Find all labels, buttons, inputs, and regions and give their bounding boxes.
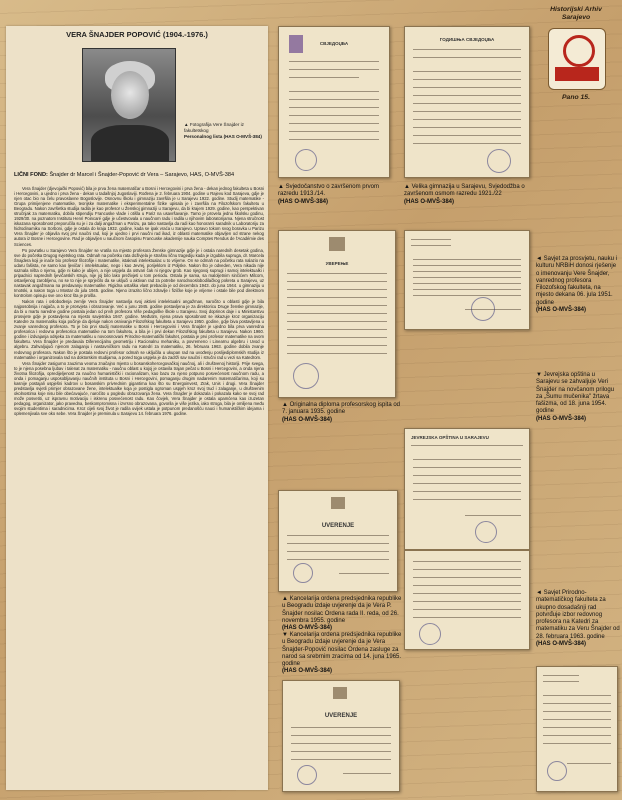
bio-paragraph: Vera Šnajder (djevojački Popović) bila je prva žena matematičar u Bosni i Hercegovini i prva žena - dekan jednog fakulteta u Bosni i Hercegovini, a ujedno i prva žena - dekan u tadašnjoj Jugoslaviji. Rođena je 2. februara 1904. godine u Rajevu kod Sarajeva, gdje je njen otac bio na čelu pravoslavne Bogoslovije. Osnovnu školu i gimnaziju završila je u Sarajevu 1922. godine. Studij matematike - Grupa primijenjene matematike, teorijske matematike i eksperimentalne fizike upisala je i završila na Filozofskom fakultetu u Beogradu. Nakon završetka studija radila je kao profesor u Ženskoj gimnaziji u Sarajevu, da bi krajem 1929. godine, kao perspektivan stručnjak za matematiku, dobila stipendiju Francuske vlade i otišla u Pariz na usavršavanje. Tamo je provela jednu školsku godinu, 1929/30. na poznatom Institutu Henri Poincaré gdje je učestvovala u naučnom radu i radila u njihovim laboratorijama. Njena stručnost iskazana sposobnost preporučila su je i za dalji angažman u Parizu, pa tako nastavlja da radi kao honorarni saradnik u Laboratoriju za hidrodinamiku na Sorboni, gdje je ostala do kraja 1932. godine, kada se ipak vraća u Sarajevo. Upravo tokom svog boravka u Parizu Vera Šnajder je objavila svoj prvi naučni rad, koji je ujedno i prvi naučni rad ikad, iz oblasti matematike objavljen od strane nekog autora iz Bosne i Hercegovine. Rad je objavljen u naučnom časopisu Francuske akademije nauka Comptes Rendus de l'Académie des Sciences. [14,186,264,247]
archive-title [536,6,616,22]
portrait-body [91,125,169,162]
doc6-seal-icon [293,563,313,583]
caption-jewish-community: ▼ Jevrejska opština u Sarajevu se zahvaljuje Veri Šnajder na novčanom prilogu za „Šumu mučenika" žrtava fašizma, od 18. juna 1954. godine (HAS O-MVŠ-384) [536,372,615,422]
portrait-photo [82,48,176,162]
bio-paragraph: Nakon rata i oslobođenja zemlje Vera Šnajder nastavlja svoj aktivni intelektualni angažman, naročito u oblasti gdje je bila najposobnija i najjača, a to je prosvjeta i obrazovanje. Već u junu 1945. godine postavljena je za direktoricu Druge ženske gimnazije, da bi u martu naredne godine postala jedan od prvih profesora Više pedagoške škole u Sarajevu. Svoj doprinos daje i u Ministarstvu prosvjete gdje je postavljena na mjesto savjetnika 1947. godine. Međutim, njena prava sposobnost se iskazuje kroz organizaciju Katedre za matematiku koja počinje da djeluje nakon osnivanja Filozofskog fakulteta u Sarajevu 1950. godine, gdje biva postavljena u zvanje vanrednog profesora. To je bio prvi studij matematike u Bosni i Hercegovini i Vera Šnajder je ujedno bila prva vanredna profesorica i redovna profesorica matematike na tom fakultetu, a bila je i prvi dekan Filozofskog fakulteta u Sarajevu. Nakon 1960. godine i izdvajanja odsjeka za matematiku u novoosnovani Prirodno-matematički fakultet, postala je prvi profesor matematike na ovom fakultetu. Vera Šnajder je predavala Diferencijalnu geometriju i Racionalnu mehaniku, a povremeno i Linearnu algebru i Uvod u algebru. Zahvaljujući njenom zalaganju i nastavničkom radu na Katedri za matematiku, 26. februara 1963. godine dobila zvanje redovnog profesora. Nakon što je postala redovni profesor odmah se uključila u ukupan rad na uvođenju poslijediplomskih studija iz matematike i organizovala rad na doktorskim studijama, a pored toga uspjela je da zadrži sav naučni i stručni rad u vezi sa Katedrom. [14,299,264,360]
archive-logo [548,28,606,90]
caption-full-professor: ◄ Savjet Prirodno- matematičkog fakulteta za ukupno dosadašnji rad potvrđuje izbor redovnog profesora na Katedri za matematiku za Veru Šnajder od 28. februara 1963. godine (HAS O-MVŠ-384) [536,590,620,648]
fond-text: Šnajder dr Marcel i Šnajder-Popović dr Vera – Sarajevo, HAS, O-MVŠ-384 [49,172,235,178]
doc3-seal-icon [471,297,495,321]
caption-dean-appointment: ◄ Savjet za prosvjetu, nauku i kulturu NRBiH donosi rješenje o imenovanju Vere Šnajder, vanrednog profesora Filozofskog fakulteta, na mjesto dekana 06. jula 1951. godine (HAS O-MVŠ-384) [536,256,617,314]
document-order-of-merit [282,680,400,792]
document-jewish-community-letter [404,428,530,650]
caption-diploma: ▲ Originalna diploma profesorskog ispita od 7. januara 1935. godine (HAS O-MVŠ-384) [282,402,400,423]
doc4-header: УВЕРЕЊЕ [325,261,349,266]
logo-ring-icon [563,35,595,67]
caption-first-grade: ▲ Svjedočanstvo o završenom prvom razredu 1913./14. (HAS O-MVŠ-384) [278,184,379,205]
doc5-seal2-icon [419,623,441,645]
document-dean-appointment [404,230,530,330]
doc4-coat-of-arms-icon [329,237,345,251]
archive-title-line1: Historijski Arhiv [550,6,602,13]
doc8-seal-icon [547,761,567,781]
photo-caption-line1: ▲ Fotografija Vere Šnajder iz fakultetskog [184,122,244,133]
document-first-grade-certificate [278,26,390,178]
caption-eighth-grade: ▲ Velika gimnazija u Sarajevu, Svjedodžba o završenom osmom razredu 1921./22 (HAS O-MVŠ-384) [404,184,525,205]
doc1-seal-icon [295,149,317,171]
doc7-header: JEVREJSKA OPŠTINA U SARAJEVU [411,435,489,440]
archive-title-line2: Sarajevo [561,14,591,21]
portrait-face [111,71,149,119]
page-title: VERA ŠNAJDER POPOVIĆ (1904.-1976.) [66,30,208,39]
biography-panel [6,26,268,790]
caption-order-of-merit: ▼ Kancelarija ordena predsjednika republike u Beogradu izdaje uvjerenje da je Vera Šnajder-Popović nosilac Ordena zasluge za narod sa srebrnim zracima od 14. juna 1965. godine (HAS O-MVŠ-384) [282,632,402,675]
doc1-stamp-icon [289,35,303,53]
doc2-header: ГОДИШЊА СВЈЕДОЏБА [439,37,495,42]
doc6-coat-of-arms-icon [331,497,345,509]
doc2-seal-icon [487,149,511,173]
document-order-of-labor [278,490,398,592]
doc5-seal-icon [475,521,497,543]
caption-order-of-labor: ▲ Kancelarija ordena predsjednika republike u Beogradu izdaje uvjerenje da je Vera P. Šnajder nosilac Ordena rada II. reda, od 26. novembra 1955. godine (HAS O-MVŠ-384) [282,596,402,632]
panel-number: Pano 15. [562,94,590,101]
bio-paragraph: Po povratku u Sarajevo Vera Šnajder se vratila na mjesto profesora Ženske gimnazije gdje je i ostala narednih desetak godina, sve do početka Drugog svjetskog rata. Odmah na početku rata doživjela je strašnu ličnu tragediju kada je izgubila supruga, dr. Marcela Šnajdera koji je inače bio profesor filozofije i matematike, istaknuti intelektualac u to vrijeme. On se odmah na početku rata nalazio na udaru fašista, ne samo kao ljevičar i intelektualac, nego i kao Jevrej, porijeklom iz Poljske. Nakon što je odveden, Vera nikada nije saznala ništa o njemu, gdje ni kako je ubijen, a nije uspjela da ostvari čak ni njegov grob. Kao njegovoj suprugi i samoj intelektualki i pripadnici naprednih ljevičarskih struja, nije joj bilo lako preživjeti u tom periodu. Ostala je sama, sa maloljetnim sinčićem Milcom, ostavljenog zarobljenu, no se to nije je sprječilo da se uključi u aktivan rad za potrebe narodnooslobodilačkog pokreta u Sarajevu, uz nastavak angažmana na predavanju matematike. Rigidna ustaška vlast prebacila je od decembra 1943. do juna 1944. u gimnaziju u Imotski, a nakon toga u Mostar do jula 1945. godine. Njeno izrazito lično zdravlje i fizičke koje je vrijeme i ostale bile pod direktnom kontrolom opisuju sve ono kroz šta je prošla. [14,247,264,298]
biography-text [14,186,264,417]
doc1-header: СВЈЕДОЏБА [319,41,349,46]
document-professor-diploma [278,230,396,398]
doc6-header: UVERENJE [324,713,358,719]
document-eighth-grade-certificate [404,26,530,178]
doc4-seal-icon [293,363,319,389]
photo-caption-line2: Personalnog lista (HAS O-MVŠ-384) [184,134,262,139]
personal-fond-line [14,172,264,178]
document-faculty-confirmation [536,666,618,792]
logo-banner-icon [555,67,599,81]
photo-caption [184,122,266,140]
doc7-coat-of-arms-icon [333,687,347,699]
doc5-header: UVERENJE [321,523,355,529]
doc7-seal-icon [297,765,317,785]
bio-paragraph: Vera Šnajder zasigurno zauzima veoma značajno mjesto u bosanskohercegovačkoj naučnoj, ali i društvenoj historiji. Prije svega, to je njena posebna ljubav i talenat za matematiku - naučnu oblast u kojoj je ostavila trajan pečat u Bosni i Hercegovini, a onda njena životna filozofija, opredijeljenost za naučno humanistički i racionalizam, kao bazu za njeno potpuno posvećenost naučnom radu, a onda i pomaganju usposobljavanju naučnih instituta u Bosni i Hercegovini, pomaganju drugim nadarenim matematičarima, koji su kasnije postajali uspješni kadrovi u bosanskim privrednim gigantima kao što su Energoinvest, Zrak, Unis i drugi. Vera Šnajder predstavlja svjetli primjer obrazovane žene, intelektualke koja je postigla ogroman uspjeh kroz svoj trud i zalaganje, u društvenim okolnostima koje nisu bile obećavajuće, naročito u pogledu obrazovanja žena. Vera Šnajder je dokazala i pokazala kako se svoj rad može posvetiti, uz ispravnu motivaciju i iskrenu posvećenost radu. Kao čovjek, Vera Šnajder je ostala upamćena kao izuzetan pedagog, organizator, jako pravedna, beskompromisna i izvrsno obrazovana, govorila je više jezika, iako stroga, bila je omiljena među svojim studentima i saradnicima. Kroz cijeli svoj život je radila uvijek ustala je potpunom predanošću nauci i humanističkim idejama i oplemenjivala sve oko sebe. Vera Šnajder je preminula u Sarajevu 14. februara 1976. godine. [14,360,264,417]
fond-label: LIČNI FOND: [14,172,48,178]
